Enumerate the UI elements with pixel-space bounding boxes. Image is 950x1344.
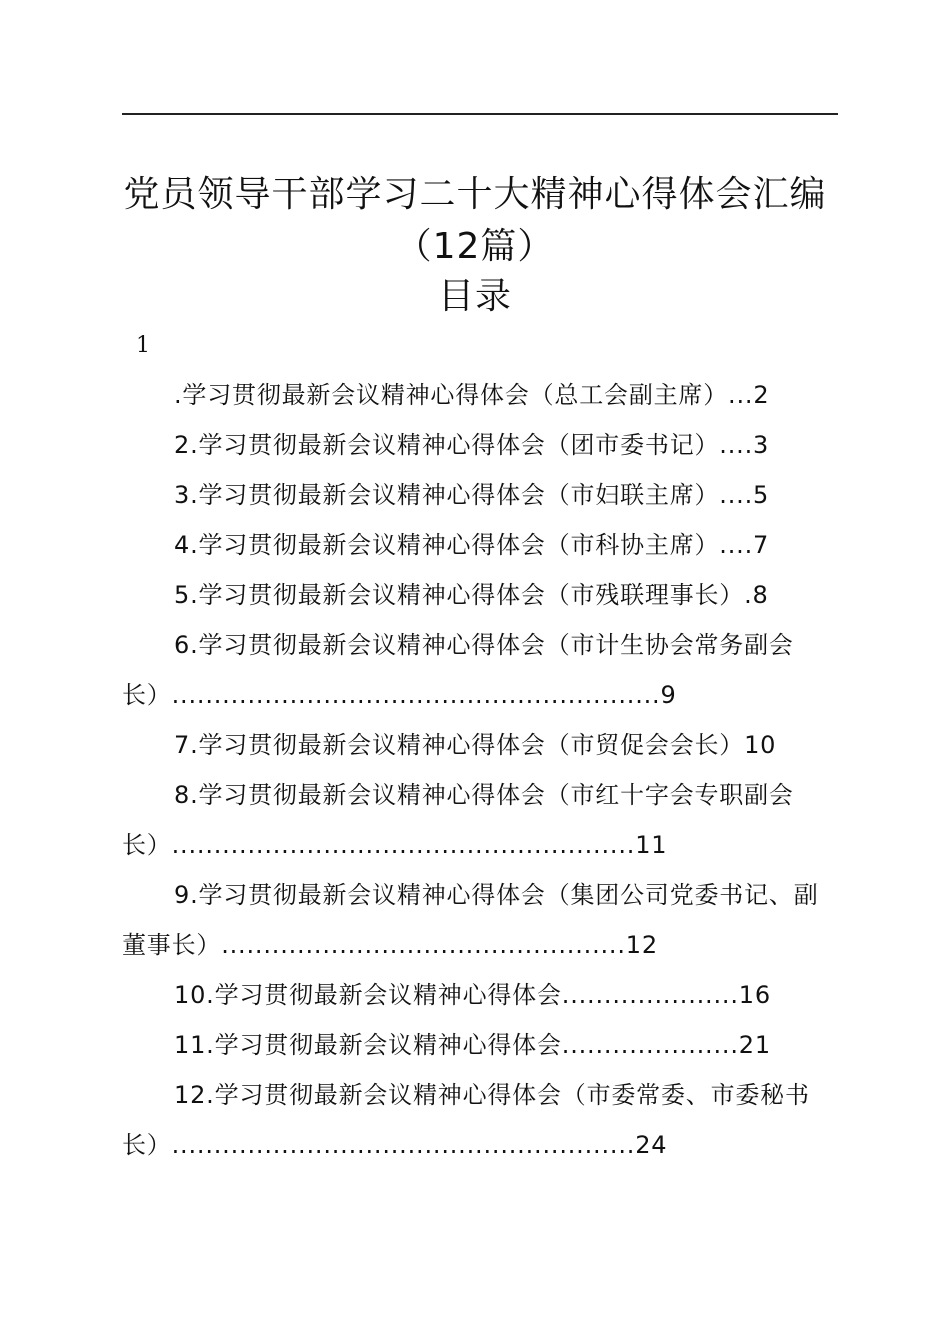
toc-entry-5[interactable]: 5.学习贯彻最新会议精神心得体会（市残联理事长）.8	[174, 581, 769, 609]
toc-entry-8-continued[interactable]: 长）.......................................................11	[122, 831, 668, 859]
toc-heading: 目录	[437, 276, 512, 317]
toc-entry-8[interactable]: 8.学习贯彻最新会议精神心得体会（市红十字会专职副会	[174, 781, 794, 809]
toc-entry-1[interactable]: .学习贯彻最新会议精神心得体会（总工会副主席）...2	[174, 381, 770, 409]
toc-entry-11[interactable]: 11.学习贯彻最新会议精神心得体会.....................21	[174, 1031, 771, 1059]
toc-entry-4[interactable]: 4.学习贯彻最新会议精神心得体会（市科协主席）....7	[174, 531, 770, 559]
toc-entry-3[interactable]: 3.学习贯彻最新会议精神心得体会（市妇联主席）....5	[174, 481, 770, 509]
toc-entry-9[interactable]: 9.学习贯彻最新会议精神心得体会（集团公司党委书记、副	[174, 881, 819, 909]
toc-entry-2[interactable]: 2.学习贯彻最新会议精神心得体会（团市委书记）....3	[174, 431, 770, 459]
header-rule	[122, 113, 838, 115]
toc-entry-10[interactable]: 10.学习贯彻最新会议精神心得体会.....................16	[174, 981, 771, 1009]
toc-entry-12-continued[interactable]: 长）.......................................................24	[122, 1131, 668, 1159]
toc-entry-6[interactable]: 6.学习贯彻最新会议精神心得体会（市计生协会常务副会	[174, 631, 794, 659]
page-number: 1	[136, 333, 150, 358]
toc-entry-9-continued[interactable]: 董事长）................................................12	[122, 931, 658, 959]
document-title: 党员领导干部学习二十大精神心得体会汇编	[123, 174, 827, 215]
toc-entry-12[interactable]: 12.学习贯彻最新会议精神心得体会（市委常委、市委秘书	[174, 1081, 810, 1109]
document-subtitle-count: （12篇）	[395, 226, 555, 267]
toc-entry-7[interactable]: 7.学习贯彻最新会议精神心得体会（市贸促会会长）10	[174, 731, 777, 759]
toc-entry-6-continued[interactable]: 长）..........................................................9	[122, 681, 677, 709]
table-of-contents	[122, 370, 838, 1170]
